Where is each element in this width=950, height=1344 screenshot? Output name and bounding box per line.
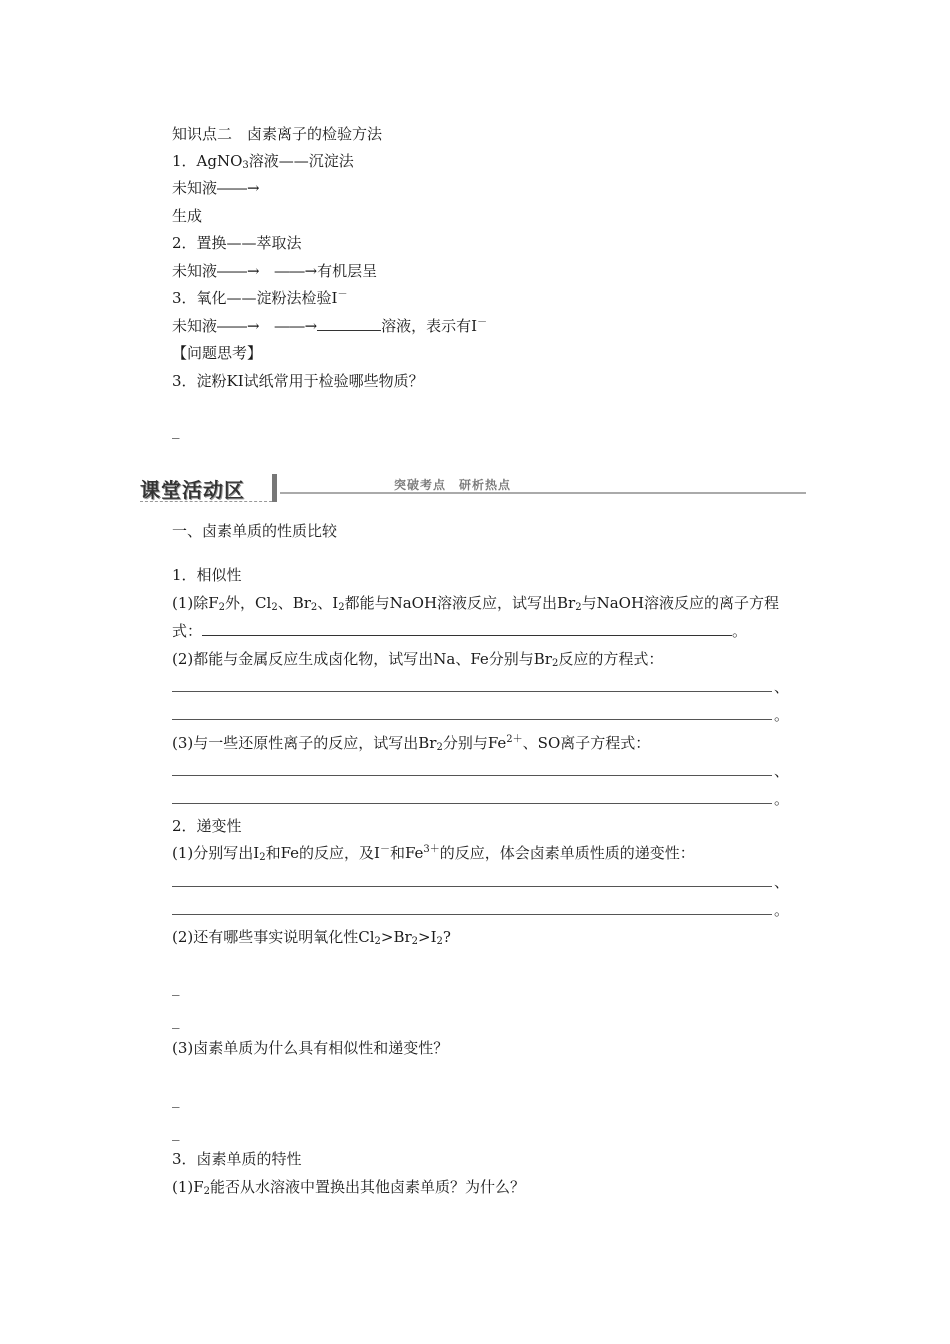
think-header: 【问题思考】: [172, 344, 263, 362]
method-2-line: 未知液――→ ――→有机层呈: [172, 262, 378, 280]
method-2-title: 2．置换——萃取法: [172, 234, 302, 252]
answer-dash: _: [172, 1123, 180, 1141]
gradation-title: 2．递变性: [172, 817, 242, 835]
question-1: (1)除$F_2$外，$Cl_2$、$Br_2$、$I_2$都能与NaOH溶液反应，试写出$Br_2$与NaOH溶液反应的离子方程: [172, 594, 780, 613]
line-end-comma: 、: [774, 873, 790, 891]
answer-line: [172, 719, 772, 720]
banner-underline: [140, 501, 272, 502]
line-end-comma: 、: [774, 678, 790, 696]
question-4: (1)分别写出$I_2$和Fe的反应，及I－和$Fe^{3+}$的反应，体会卤素单质性质的递变性：: [172, 844, 695, 863]
line-end-period: 。: [774, 706, 790, 724]
answer-dash: _: [172, 421, 180, 439]
part-heading: 一、卤素单质的性质比较: [172, 522, 338, 540]
answer-dash: _: [172, 978, 180, 996]
question-5: (2)还有哪些事实说明氧化性$Cl_2>Br_2>I_2$?: [172, 928, 451, 947]
banner-line: [280, 492, 806, 494]
answer-line: [172, 914, 772, 915]
method-1-line: 未知液――→: [172, 179, 260, 197]
answer-line: [172, 691, 772, 692]
line-end-period: 。: [774, 901, 790, 919]
method-1-title: 1．AgNO$_3$溶液——沉淀法: [172, 152, 354, 171]
think-question: 3．淀粉KI试纸常用于检验哪些物质？: [172, 372, 424, 390]
line-end-period: 。: [774, 790, 790, 808]
banner-title: 课堂活动区: [140, 478, 245, 502]
method-3-line: 未知液――→ ――→ 溶液，表示有I－: [172, 317, 488, 335]
answer-line: [172, 775, 772, 776]
answer-line: [172, 803, 772, 804]
answer-line: [172, 886, 772, 887]
similarity-title: 1．相似性: [172, 566, 242, 584]
answer-dash: _: [172, 1090, 180, 1108]
answer-dash: _: [172, 1011, 180, 1029]
banner-bar: [272, 474, 277, 502]
question-2: (2)都能与金属反应生成卤化物，试写出Na、Fe分别与$Br_2$反应的方程式：: [172, 650, 664, 669]
question-3: (3)与一些还原性离子的反应，试写出$Br_2$分别与$Fe^{2+}$、SO离子方程式：: [172, 734, 651, 753]
method-1-line2: 生成: [172, 207, 203, 225]
section-banner: [140, 470, 806, 506]
question-6: (3)卤素单质为什么具有相似性和递变性？: [172, 1039, 449, 1057]
line-end-comma: 、: [774, 762, 790, 780]
question-7: $(1)F_2$能否从水溶液中置换出其他卤素单质？为什么？: [172, 1178, 526, 1197]
method-3-title: 3．氧化——淀粉法检验I－: [172, 289, 348, 307]
section-title: 知识点二 卤素离子的检验方法: [172, 125, 383, 143]
special-title: 3．卤素单质的特性: [172, 1150, 302, 1168]
banner-subtitle: 突破考点 研析热点: [394, 478, 512, 492]
question-1-cont: 式： 。: [172, 622, 748, 640]
